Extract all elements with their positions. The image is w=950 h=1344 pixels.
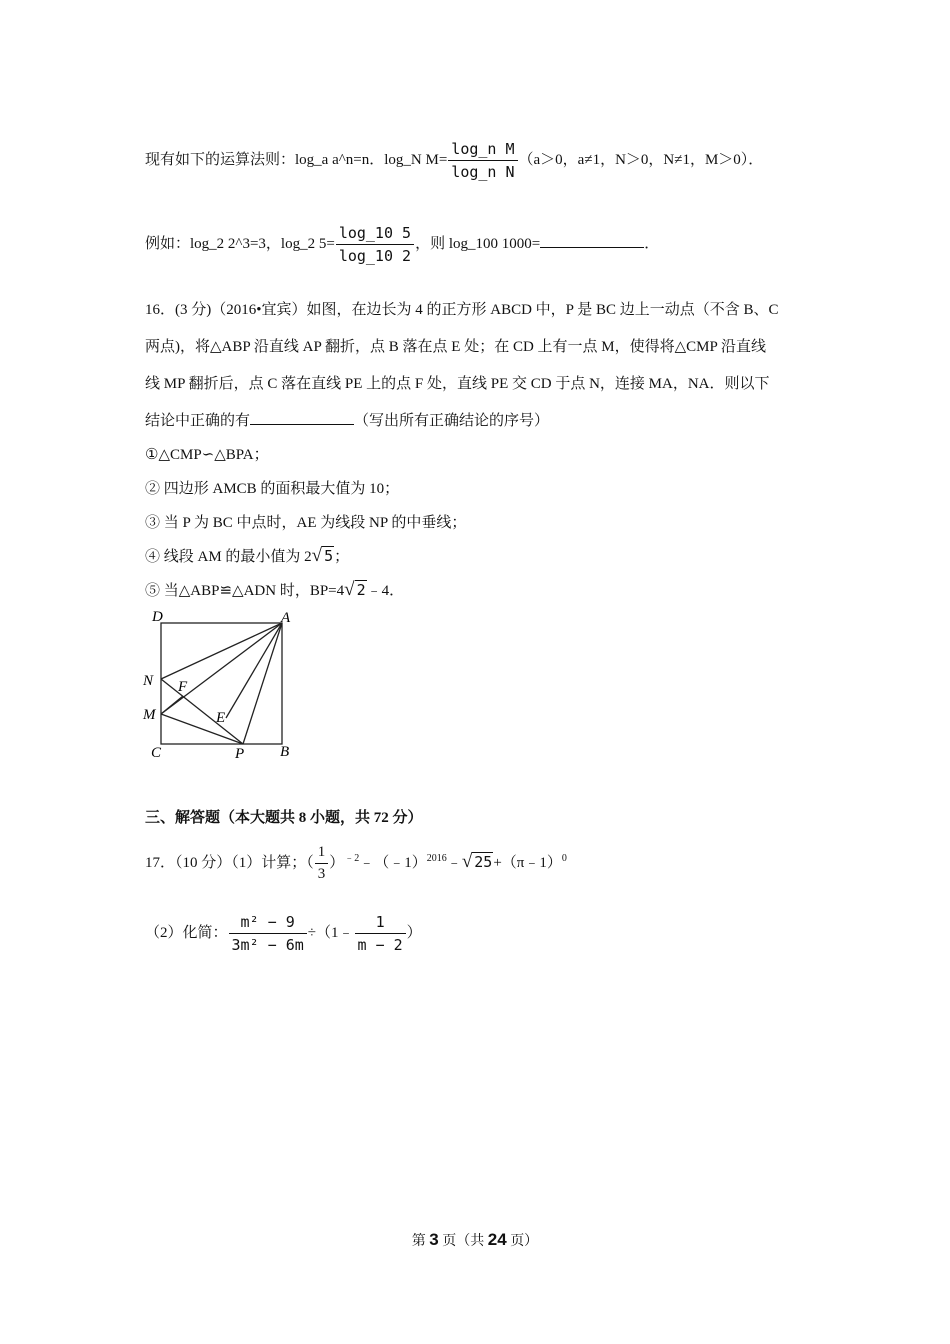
q16-option-1: ①△CMP∽△BPA； <box>145 447 269 463</box>
footer-total: 24 <box>487 1230 507 1249</box>
example-frac-num: log_10 5 <box>336 224 414 245</box>
segment-ae <box>226 623 282 718</box>
q17-p1-d: ﹣ <box>446 854 462 871</box>
q17-exp2: 2016 <box>426 852 447 864</box>
q17-exp3: 0 <box>561 852 567 864</box>
geometry-figure <box>140 605 300 765</box>
q17-f2-den: 3m² − 6m <box>231 936 304 954</box>
q17-f3-den: m − 2 <box>357 936 403 954</box>
q17-radicand: 25 <box>474 852 493 871</box>
q16-line-2: 两点)，将△ABP 沿直线 AP 翻折，点 B 落在点 E 处；在 CD 上有一点 M，使得将△CMP 沿直线 <box>145 339 767 355</box>
q16-option-4 <box>145 545 349 567</box>
q16-line4-b: （写出所有正确结论的序号） <box>354 413 550 429</box>
q17-p1-e: +（π﹣1） <box>493 854 562 871</box>
rules-conditions: （a＞0，a≠1，N＞0，N≠1，M＞0）． <box>518 151 764 168</box>
sqrt-symbol: √ 25 <box>461 850 493 872</box>
example-fraction <box>336 224 414 265</box>
label-m: M <box>143 707 156 723</box>
example-question: ，则 log_100 1000= <box>415 235 541 252</box>
q17-fraction-2 <box>229 913 307 954</box>
example-frac-den: log_10 2 <box>338 247 412 265</box>
segment-ap <box>243 623 282 744</box>
q16-option-5 <box>145 579 404 601</box>
footer-page: 3 <box>429 1230 439 1249</box>
example-end: ． <box>644 235 660 252</box>
q17-p1-a: 17．（10 分）（1）计算；（ <box>145 854 314 871</box>
footer-pre: 第 <box>411 1234 430 1249</box>
rules-prefix: 现有如下的运算法则： <box>145 151 296 168</box>
q16-option-2: ② 四边形 AMCB 的面积最大值为 10； <box>145 481 400 497</box>
rules-rule1: log_a a^n=n．log_N M= <box>295 151 448 168</box>
q16-line-4 <box>145 409 549 430</box>
q16-option-3: ③ 当 P 为 BC 中点时，AE 为线段 NP 的中垂线； <box>145 515 467 531</box>
q16-opt5-a: ⑤ 当△ABP≌△ADN 时，BP=4 <box>145 583 345 599</box>
label-a: A <box>281 610 291 626</box>
label-n: N <box>143 673 154 689</box>
q16-line4-a: 结论中正确的有 <box>145 413 251 429</box>
label-c: C <box>151 745 162 761</box>
label-e: E <box>216 710 226 726</box>
q17-fraction-3 <box>355 913 406 954</box>
q17-p1-c: ﹣（﹣1） <box>359 854 427 871</box>
q17-part1 <box>145 844 567 883</box>
label-d: D <box>152 609 163 625</box>
q16-opt5-radicand: 2 <box>356 581 366 599</box>
example-line <box>145 224 659 265</box>
example-part1: log_2 2^3=3，log_2 5= <box>190 235 335 252</box>
rules-frac-den: log_n N <box>451 163 515 181</box>
q16-line-3: 线 MP 翻折后，点 C 落在直线 PE 上的点 F 处，直线 PE 交 CD 于点 N，连接 MA，NA．则以下 <box>145 376 770 392</box>
q16-opt4-b: ； <box>334 549 350 565</box>
q17-fraction <box>315 844 329 883</box>
q17-part2 <box>145 913 422 954</box>
q17-f3-num: 1 <box>355 913 406 934</box>
segment-an <box>161 623 282 679</box>
q17-p2-b: ÷（1﹣ <box>307 924 354 941</box>
rules-line <box>145 140 763 181</box>
q17-frac-den: 3 <box>317 866 326 882</box>
label-p: P <box>235 746 245 762</box>
segment-am <box>161 623 282 714</box>
q17-frac-num: 1 <box>315 844 329 864</box>
q17-p1-b: ） <box>329 854 345 871</box>
footer-mid: 页（共 <box>438 1234 488 1249</box>
label-f: F <box>178 679 188 695</box>
footer-post: 页） <box>506 1234 539 1249</box>
q17-f2-num: m² − 9 <box>229 913 307 934</box>
q16-line-1: 16．(3 分)（2016•宜宾）如图，在边长为 4 的正方形 ABCD 中，P 是 BC 边上一动点（不含 B、C <box>145 302 779 318</box>
answer-blank-example <box>540 233 644 248</box>
page-footer <box>0 1230 950 1250</box>
segment-mf <box>161 696 183 714</box>
label-b: B <box>280 744 290 760</box>
rules-frac-num: log_n M <box>448 140 517 161</box>
rules-fraction <box>448 140 517 181</box>
q17-p2-c: ） <box>406 924 422 941</box>
segment-np <box>161 679 243 744</box>
segment-mp <box>161 714 243 744</box>
answer-blank-q16 <box>250 410 354 425</box>
sqrt-symbol: √ 2 <box>344 579 366 600</box>
section-heading: 三、解答题（本大题共 8 小题，共 72 分） <box>145 810 423 826</box>
example-prefix: 例如： <box>145 235 191 252</box>
q17-exp1: ﹣2 <box>344 852 360 864</box>
sqrt-symbol: √ 5 <box>311 545 334 566</box>
q16-opt4-radicand: 5 <box>324 547 334 565</box>
q16-opt4-a: ④ 线段 AM 的最小值为 2 <box>145 549 312 565</box>
q17-p2-a: （2）化简： <box>145 924 228 941</box>
q16-opt5-b: ﹣4． <box>366 583 405 599</box>
